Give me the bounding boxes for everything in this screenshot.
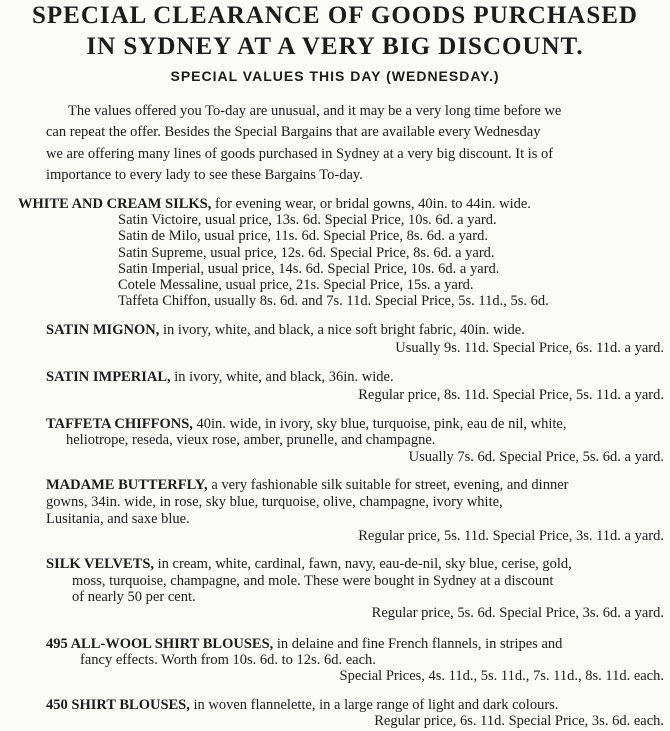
velvets-price: Regular price, 5s. 6d. Special Price, 3s. 6d. a yard. — [371, 605, 664, 621]
wool-blouses-heading — [46, 636, 562, 652]
intro-line: we are offering many lines of goods purchased in Sydney at a very big discount. It is of — [46, 146, 554, 162]
butterfly-heading — [46, 477, 568, 493]
satin-imperial-price: Regular price, 8s. 11d. Special Price, 5s. 11d. a yard. — [358, 387, 664, 403]
taffeta-heading — [46, 416, 566, 432]
white-cream-name: WHITE AND CREAM SILKS, — [18, 196, 212, 212]
velvets-name: SILK VELVETS, — [46, 556, 155, 572]
satin-mignon-heading — [46, 322, 525, 338]
wool-blouses-name: 495 ALL-WOOL SHIRT BLOUSES, — [46, 636, 274, 652]
white-cream-heading — [18, 196, 531, 212]
intro-line: importance to every lady to see these Bargains To-day. — [46, 167, 363, 183]
wool-blouses-desc: in delaine and fine French flannels, in stripes and — [273, 636, 563, 652]
butterfly-desc-line: Lusitania, and saxe blue. — [46, 511, 190, 527]
satin-imperial-name: SATIN IMPERIAL, — [46, 369, 171, 385]
headline-line-1: SPECIAL CLEARANCE OF GOODS PURCHASED — [32, 2, 638, 29]
velvets-desc-line: moss, turquoise, champagne, and mole. These were bought in Sydney at a discount — [72, 573, 554, 589]
butterfly-desc: a very fashionable silk suitable for street, evening, and dinner — [207, 477, 569, 493]
taffeta-price: Usually 7s. 6d. Special Price, 5s. 6d. a yard. — [408, 449, 664, 465]
intro-line: The values offered you To-day are unusual, and it may be a very long time before we — [68, 103, 562, 119]
butterfly-desc-line: gowns, 34in. wide, in rose, sky blue, turquoise, olive, champagne, ivory white, — [46, 494, 503, 510]
wool-blouses-desc-line: fancy effects. Worth from 10s. 6d. to 12s. 6d. each. — [80, 652, 376, 668]
intro-line: can repeat the offer. Besides the Special Bargains that are available every Wednesday — [46, 124, 541, 140]
velvets-desc-line: of nearly 50 per cent. — [72, 589, 196, 605]
wool-blouses-price: Special Prices, 4s. 11d., 5s. 11d., 7s. 11d., 8s. 11d. each. — [339, 668, 664, 684]
shirt-blouses-heading — [46, 697, 558, 713]
satin-mignon-name: SATIN MIGNON, — [46, 322, 160, 338]
satin-mignon-desc: in ivory, white, and black, a nice soft bright fabric, 40in. wide. — [159, 322, 525, 338]
satin-mignon-price: Usually 9s. 11d. Special Price, 6s. 11d. a yard. — [395, 340, 664, 356]
velvets-desc: in cream, white, cardinal, fawn, navy, eau-de-nil, sky blue, cerise, gold, — [154, 556, 572, 572]
shirt-blouses-price: Regular price, 6s. 11d. Special Price, 3s. 6d. each. — [374, 713, 664, 729]
white-cream-item: Satin Victoire, usual price, 13s. 6d. Special Price, 10s. 6d. a yard. — [118, 212, 497, 228]
white-cream-item: Satin de Milo, usual price, 11s. 6d. Special Price, 8s. 6d. a yard. — [118, 228, 488, 244]
white-cream-desc: for evening wear, or bridal gowns, 40in. to 44in. wide. — [211, 196, 531, 212]
taffeta-desc: 40in. wide, in ivory, sky blue, turquoise, pink, eau de nil, white, — [192, 416, 567, 432]
butterfly-name: MADAME BUTTERFLY, — [46, 477, 208, 493]
shirt-blouses-name: 450 SHIRT BLOUSES, — [46, 697, 190, 713]
satin-imperial-desc: in ivory, white, and black, 36in. wide. — [170, 369, 394, 385]
white-cream-item: Satin Supreme, usual price, 12s. 6d. Special Price, 8s. 6d. a yard. — [118, 245, 495, 261]
white-cream-item: Satin Imperial, usual price, 14s. 6d. Special Price, 10s. 6d. a yard. — [118, 261, 500, 277]
taffeta-name: TAFFETA CHIFFONS, — [46, 416, 193, 432]
taffeta-desc-line: heliotrope, reseda, vieux rose, amber, prunelle, and champagne. — [66, 432, 436, 448]
headline-line-2: IN SYDNEY AT A VERY BIG DISCOUNT. — [86, 33, 584, 60]
white-cream-item: Cotele Messaline, usual price, 21s. Special Price, 15s. a yard. — [118, 277, 474, 293]
butterfly-price: Regular price, 5s. 11d. Special Price, 3s. 11d. a yard. — [358, 528, 664, 544]
subheading: SPECIAL VALUES THIS DAY (WEDNESDAY.) — [170, 68, 500, 84]
velvets-heading — [46, 556, 572, 572]
shirt-blouses-desc: in woven flannelette, in a large range of light and dark colours. — [189, 697, 559, 713]
satin-imperial-heading — [46, 369, 394, 385]
white-cream-item: Taffeta Chiffon, usually 8s. 6d. and 7s. 11d. Special Price, 5s. 11d., 5s. 6d. — [118, 293, 549, 309]
